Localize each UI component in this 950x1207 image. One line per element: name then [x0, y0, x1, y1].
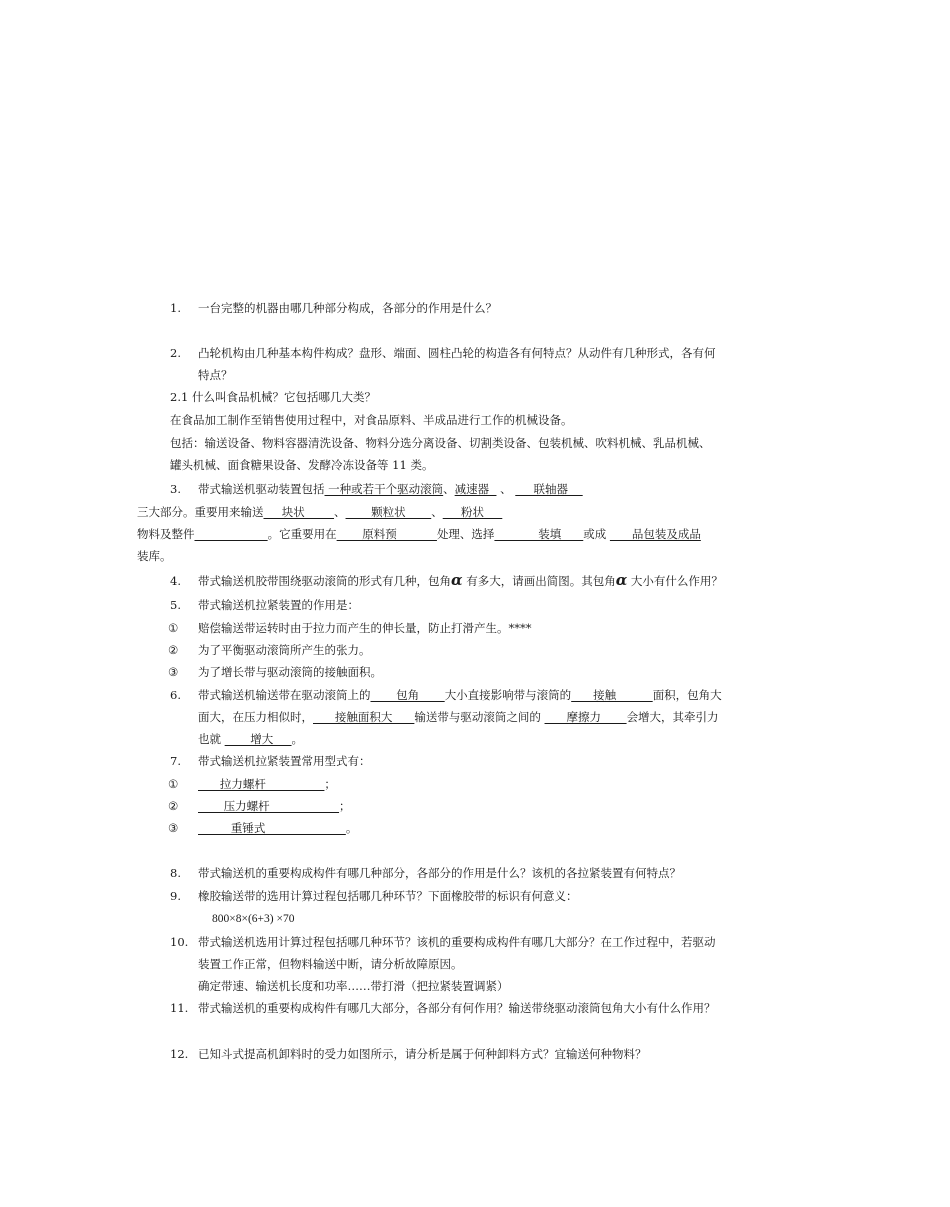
q3-answer-granular: 颗粒状: [345, 505, 432, 519]
q6-text: 面大，在压力相似时，: [198, 710, 313, 724]
q3-text: 带式输送机驱动装置包括: [198, 482, 325, 496]
q2-number: 2.: [170, 346, 181, 360]
q7-item-end: 。: [345, 821, 358, 835]
q6-answer-contact: 接触: [571, 688, 653, 702]
q11-number: 11.: [170, 1001, 189, 1015]
q7-item-end: ；: [324, 777, 336, 791]
q7-item1: [198, 776, 336, 792]
q3-line3: [137, 526, 701, 542]
q3-answer-packaging: 品包装及成品: [609, 527, 701, 541]
alpha-symbol: α: [451, 571, 463, 589]
q10-number: 10.: [170, 935, 189, 949]
q4-text-part2: 有多大，请画出简图。其包角: [462, 574, 616, 588]
q3-answer-bulk: 块状: [263, 505, 335, 519]
q7-item-end: ；: [339, 799, 351, 813]
q3-sep: 、: [443, 482, 455, 496]
q7-text: 带式输送机拉紧装置常用型式有：: [198, 754, 371, 768]
q9-number: 9.: [170, 889, 181, 903]
q1-number: 1.: [170, 301, 181, 315]
q3-answer-pre: 原料预: [336, 527, 437, 541]
q3-text: 三大部分。重要用来输送: [137, 505, 264, 519]
q5-item3-mark: ③: [168, 665, 179, 679]
q3-number: 3.: [170, 482, 181, 496]
q6-line3: [198, 731, 303, 747]
q7-number: 7.: [170, 754, 181, 768]
q5-item2-text: 为了平衡驱动滚筒所产生的张力。: [198, 643, 371, 657]
q10-text-line2: 装置工作正常，但物料输送中断，请分析故障原因。: [198, 957, 463, 971]
q7-item3-mark: ③: [168, 821, 179, 835]
q10-text-line1: 带式输送机选用计算过程包括哪几种环节？该机的重要构成构件有哪几大部分？在工作过程中，若驱动: [198, 935, 716, 949]
q3-answer-powder: 粉状: [442, 505, 503, 519]
q6-text: 面积，包角大: [652, 688, 722, 702]
q5-number: 5.: [170, 598, 181, 612]
q3-text: 。它重要用在: [267, 527, 337, 541]
alpha-symbol: α: [615, 571, 628, 589]
q7-answer-counterweight: 重锤式: [198, 821, 346, 835]
q3-answer-filling: 装填: [494, 527, 584, 541]
q3-answer-reducer: 减速器: [454, 482, 497, 496]
q7-answer-tension-screw: 拉力螺杆: [198, 777, 325, 791]
q6-text: 。: [291, 732, 304, 746]
q21-title: 2.1 什么叫食品机械？它包括哪几大类？: [170, 390, 376, 404]
q3-sep: 、: [496, 482, 516, 496]
q4-text: [198, 571, 723, 590]
q3-answer-drive-drum: 一种或若干个驱动滚筒: [324, 482, 444, 496]
q9-formula: 800×8×(6+3) ×70: [212, 913, 295, 925]
q5-item3-text: 为了增长带与驱动滚筒的接触面积。: [198, 665, 382, 679]
q8-number: 8.: [170, 866, 181, 880]
q3-line1: [198, 481, 583, 497]
q5-item2-mark: ②: [168, 643, 179, 657]
q2-text-line1: 凸轮机构由几种基本构件构成？盘形、端面、圆柱凸轮的构造各有何特点？从动件有几种形式，各有何: [198, 346, 716, 360]
q10-answer: 确定带速、输送机长度和功率……带打滑（把拉紧装置调紧）: [198, 979, 509, 993]
q4-text-part3: 大小有什么作用？: [627, 574, 723, 588]
q3-line2: [137, 504, 502, 520]
q6-line1: [198, 687, 722, 703]
q6-text: 也就: [198, 732, 225, 746]
q12-text: 已知斗式提高机卸料时的受力如图所示，请分析是属于何种卸料方式？宜输送何种物料？: [198, 1047, 647, 1061]
q4-text-part1: 带式输送机胶带围绕驱动滚筒的形式有几种，包角: [198, 574, 451, 588]
q21-includes-line2: 罐头机械、面食糖果设备、发酵冷冻设备等 11 类。: [170, 458, 434, 472]
q21-includes-line1: 包括：输送设备、物料容器清洗设备、物料分选分离设备、切割类设备、包装机械、吹料机械、乳品机械、: [170, 436, 711, 450]
q8-text: 带式输送机的重要构成构件有哪几种部分，各部分的作用是什么？该机的各拉紧装置有何特点？: [198, 866, 681, 880]
q1-text: 一台完整的机器由哪几种部分构成，各部分的作用是什么？: [198, 301, 497, 315]
q3-text: 或成: [583, 527, 610, 541]
q6-answer-wrap-angle: 包角: [370, 688, 445, 702]
q12-number: 12.: [170, 1047, 189, 1061]
q7-item1-mark: ①: [168, 777, 179, 791]
q3-text: 物料及整件: [137, 527, 195, 541]
q6-line2: [198, 709, 719, 725]
q3-line4: 装库。: [137, 549, 172, 563]
q6-text: 大小直接影响带与滚筒的: [444, 688, 572, 702]
q6-text: 会增大，其牵引力: [626, 710, 719, 724]
q2-text-line2: 特点？: [198, 368, 233, 382]
q7-item3: [198, 820, 357, 836]
q21-definition: 在食品加工制作至销售使用过程中，对食品原料、半成品进行工作的机械设备。: [170, 413, 573, 427]
q3-sep: 、: [431, 505, 443, 519]
q5-text: 带式输送机拉紧装置的作用是：: [198, 598, 359, 612]
q5-item1-text: 赔偿输送带运转时由于拉力而产生的伸长量，防止打滑产生。****: [198, 621, 532, 635]
q7-item2-mark: ②: [168, 799, 179, 813]
q6-answer-contact-area: 接触面积大: [313, 710, 415, 724]
q3-answer-blank: [195, 527, 268, 541]
q6-answer-friction: 摩擦力: [544, 710, 627, 724]
q7-answer-pressure-screw: 压力螺杆: [198, 799, 340, 813]
q3-sep: 、: [334, 505, 346, 519]
q6-text: 输送带与驱动滚筒之间的: [414, 710, 545, 724]
q6-number: 6.: [170, 688, 181, 702]
q3-answer-coupling: 联轴器: [515, 482, 583, 496]
q6-text: 带式输送机输送带在驱动滚筒上的: [198, 688, 371, 702]
q7-item2: [198, 798, 351, 814]
q11-text: 带式输送机的重要构成构件有哪几大部分，各部分有何作用？输送带绕驱动滚筒包角大小有什么作用？: [198, 1001, 716, 1015]
q6-answer-increase: 增大: [224, 732, 292, 746]
q9-text: 橡胶输送带的选用计算过程包括哪几种环节？下面橡胶带的标识有何意义：: [198, 889, 578, 903]
q5-item1-mark: ①: [168, 621, 179, 635]
q3-text: 处理、选择: [436, 527, 495, 541]
q4-number: 4.: [170, 574, 181, 588]
